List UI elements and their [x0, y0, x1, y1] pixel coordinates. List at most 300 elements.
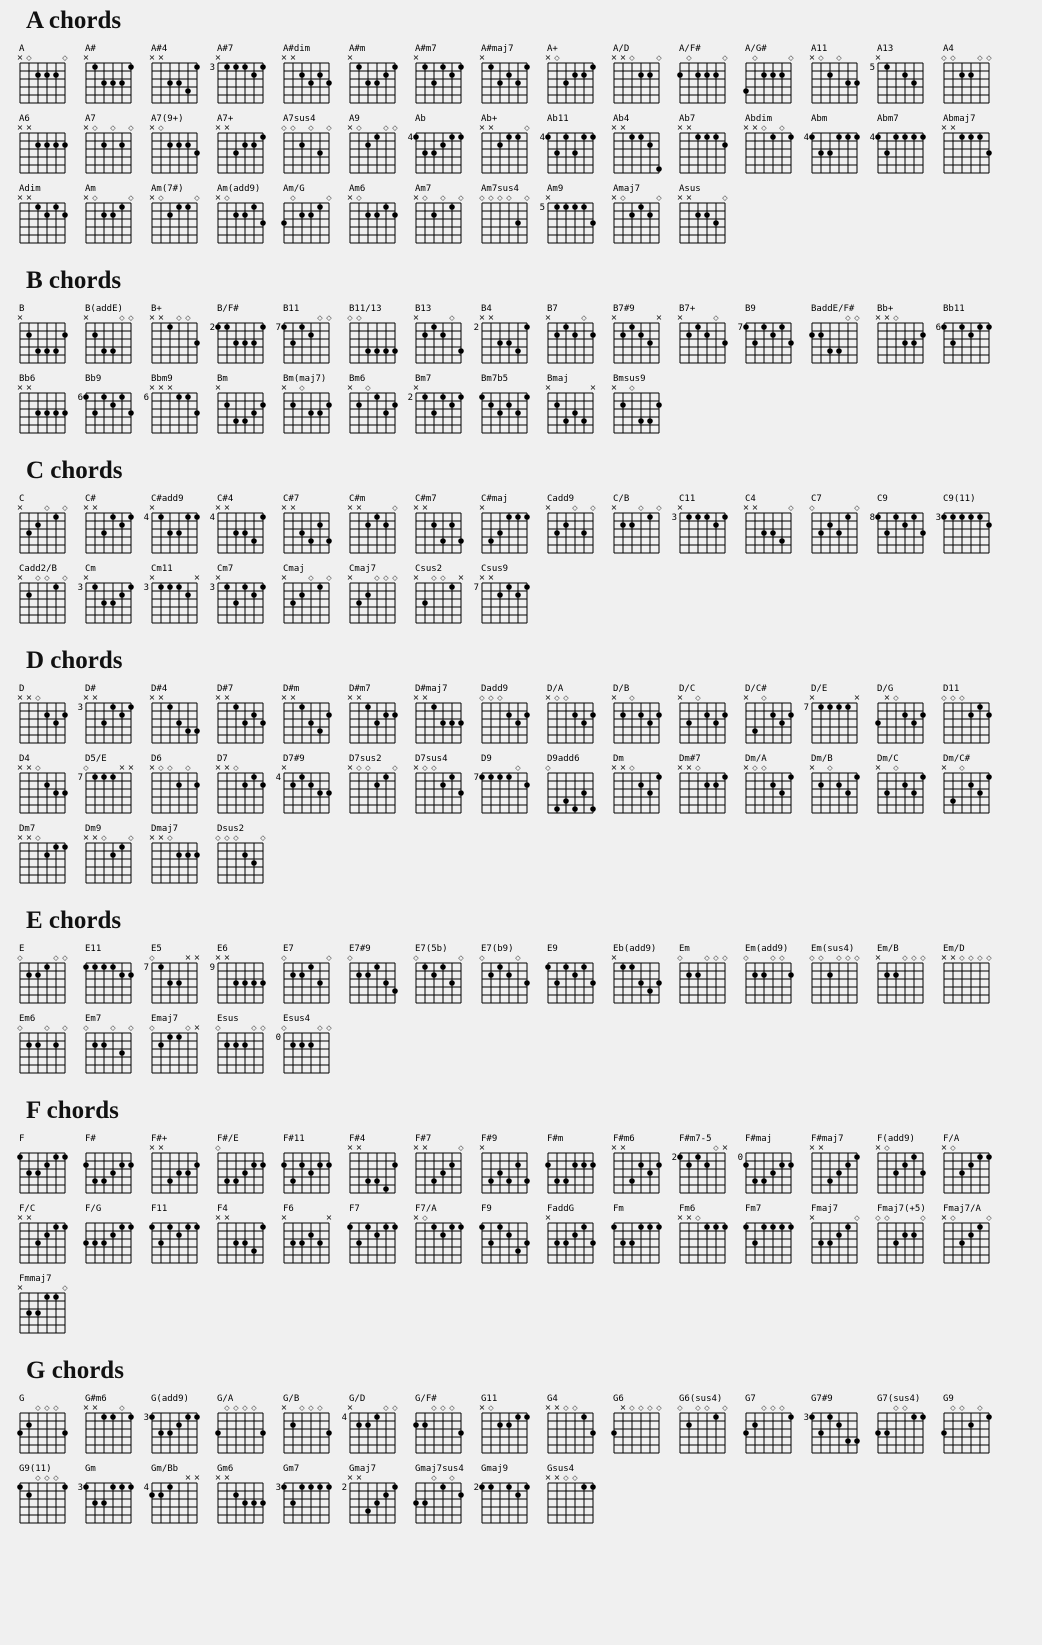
finger-dot: [911, 1154, 917, 1160]
fret-position-label: 7: [737, 323, 743, 333]
finger-dot: [185, 852, 191, 858]
finger-dot: [44, 1162, 50, 1168]
muted-string-icon: ×: [289, 503, 297, 512]
chord-name: F/C: [19, 1204, 36, 1214]
fret-position-label: 2: [341, 1483, 347, 1493]
muted-string-icon: ×: [25, 833, 33, 842]
chord-grid: [734, 682, 800, 748]
finger-dot: [374, 720, 380, 726]
open-string-icon: ◇: [44, 1404, 50, 1412]
finger-dot: [185, 514, 191, 520]
open-string-icon: ◇: [383, 124, 389, 132]
chord-diagram: [140, 112, 206, 178]
chord-diagram: [338, 1392, 404, 1458]
finger-dot: [44, 712, 50, 718]
chord-name: Csus9: [481, 564, 509, 574]
chord-name: G/D: [349, 1394, 366, 1404]
finger-dot: [119, 1162, 125, 1168]
finger-dot: [920, 332, 926, 338]
open-string-icon: ◇: [458, 1144, 464, 1152]
open-string-icon: ◇: [101, 834, 107, 842]
open-string-icon: ◇: [431, 1404, 437, 1412]
muted-string-icon: ×: [16, 193, 24, 202]
finger-dot: [431, 972, 437, 978]
chord-name: Csus2: [415, 564, 443, 574]
open-string-icon: ◇: [809, 504, 815, 512]
chord-grid: [74, 182, 140, 248]
muted-string-icon: ×: [184, 953, 192, 962]
finger-dot: [83, 964, 89, 970]
finger-dot: [194, 852, 200, 858]
finger-dot: [620, 402, 626, 408]
muted-string-icon: ×: [610, 693, 618, 702]
chord-name: F#/E: [217, 1134, 239, 1144]
finger-dot: [449, 584, 455, 590]
open-string-icon: ◇: [224, 194, 230, 202]
finger-dot: [638, 712, 644, 718]
muted-string-icon: ×: [346, 763, 354, 772]
finger-dot: [779, 324, 785, 330]
finger-dot: [44, 410, 50, 416]
fret-position-label: 4: [275, 773, 281, 783]
chord-name: Gmaj7sus4: [415, 1464, 464, 1474]
chord-diagram: [470, 182, 536, 248]
finger-dot: [167, 1484, 173, 1490]
finger-dot: [224, 402, 230, 408]
muted-string-icon: ×: [25, 383, 33, 392]
finger-dot: [281, 1484, 287, 1490]
chord-grid: [206, 1012, 272, 1078]
open-string-icon: ◇: [638, 1404, 644, 1412]
finger-dot: [176, 142, 182, 148]
finger-dot: [761, 1224, 767, 1230]
finger-dot: [977, 134, 983, 140]
finger-dot: [686, 332, 692, 338]
finger-dot: [365, 142, 371, 148]
open-string-icon: ◇: [92, 124, 98, 132]
open-string-icon: ◇: [479, 694, 485, 702]
finger-dot: [83, 394, 89, 400]
muted-string-icon: ×: [721, 1143, 729, 1152]
finger-dot: [167, 1178, 173, 1184]
chord-diagram: [8, 42, 74, 108]
fret-position-label: 7: [77, 773, 83, 783]
chord-name: F#11: [283, 1134, 305, 1144]
chord-diagram: [668, 302, 734, 368]
finger-dot: [392, 1484, 398, 1490]
open-string-icon: ◇: [233, 764, 239, 772]
muted-string-icon: ×: [742, 123, 750, 132]
muted-string-icon: ×: [478, 53, 486, 62]
finger-dot: [611, 1430, 617, 1436]
finger-dot: [392, 212, 398, 218]
open-string-icon: ◇: [818, 954, 824, 962]
chord-diagram: [602, 42, 668, 108]
finger-dot: [101, 774, 107, 780]
chord-grid: [734, 942, 800, 1008]
finger-dot: [515, 1248, 521, 1254]
finger-dot: [44, 72, 50, 78]
open-string-icon: ◇: [62, 54, 68, 62]
finger-dot: [119, 1484, 125, 1490]
open-string-icon: ◇: [572, 504, 578, 512]
muted-string-icon: ×: [193, 1473, 201, 1482]
chord-diagram: [338, 372, 404, 438]
chord-name: A6: [19, 114, 30, 124]
finger-dot: [158, 1042, 164, 1048]
open-string-icon: ◇: [902, 1404, 908, 1412]
chord-grid: [206, 182, 272, 248]
chord-row: [8, 682, 1042, 748]
finger-dot: [902, 1162, 908, 1168]
finger-dot: [515, 410, 521, 416]
open-string-icon: ◇: [677, 1404, 683, 1412]
finger-dot: [488, 1484, 494, 1490]
muted-string-icon: ×: [619, 123, 627, 132]
open-string-icon: ◇: [233, 1404, 239, 1412]
finger-dot: [119, 1224, 125, 1230]
finger-dot: [515, 348, 521, 354]
finger-dot: [902, 134, 908, 140]
finger-dot: [647, 1224, 653, 1230]
finger-dot: [563, 964, 569, 970]
chord-grid: [8, 182, 74, 248]
chord-name: A: [19, 44, 25, 54]
chord-diagram: [404, 682, 470, 748]
open-string-icon: ◇: [356, 314, 362, 322]
finger-dot: [431, 704, 437, 710]
finger-dot: [53, 1224, 59, 1230]
finger-dot: [308, 538, 314, 544]
open-string-icon: ◇: [374, 574, 380, 582]
muted-string-icon: ×: [355, 1143, 363, 1152]
open-string-icon: ◇: [17, 1024, 23, 1032]
muted-string-icon: ×: [157, 693, 165, 702]
chord-grid: [74, 1462, 140, 1528]
muted-string-icon: ×: [817, 1143, 825, 1152]
chord-grid: [866, 682, 932, 748]
finger-dot: [281, 1162, 287, 1168]
muted-string-icon: ×: [610, 953, 618, 962]
open-string-icon: ◇: [431, 574, 437, 582]
finger-dot: [383, 410, 389, 416]
finger-dot: [704, 212, 710, 218]
chord-grid: [74, 42, 140, 108]
finger-dot: [167, 142, 173, 148]
chord-diagram: [140, 1012, 206, 1078]
chord-name: G/B: [283, 1394, 300, 1404]
fret-position-label: 4: [407, 133, 413, 143]
chord-name: D9add6: [547, 754, 580, 764]
finger-dot: [392, 402, 398, 408]
open-string-icon: ◇: [326, 954, 332, 962]
muted-string-icon: ×: [148, 503, 156, 512]
finger-dot: [695, 72, 701, 78]
open-string-icon: ◇: [251, 1404, 257, 1412]
chord-name: Adim: [19, 184, 41, 194]
finger-dot: [299, 972, 305, 978]
finger-dot: [224, 584, 230, 590]
muted-string-icon: ×: [610, 763, 618, 772]
finger-dot: [875, 1430, 881, 1436]
finger-dot: [941, 1430, 947, 1436]
finger-dot: [902, 72, 908, 78]
finger-dot: [458, 348, 464, 354]
chord-grid: [8, 1132, 74, 1198]
open-string-icon: ◇: [260, 1024, 266, 1032]
finger-dot: [713, 1414, 719, 1420]
chord-diagram: [338, 112, 404, 178]
finger-dot: [836, 782, 842, 788]
finger-dot: [488, 402, 494, 408]
muted-string-icon: ×: [412, 693, 420, 702]
finger-dot: [818, 530, 824, 536]
open-string-icon: ◇: [629, 694, 635, 702]
finger-dot: [44, 1294, 50, 1300]
chord-diagram: [470, 492, 536, 558]
muted-string-icon: ×: [25, 763, 33, 772]
finger-dot: [44, 348, 50, 354]
chord-name: F#m7-5: [679, 1134, 712, 1144]
chord-name: B7: [547, 304, 558, 314]
chord-diagram: [272, 42, 338, 108]
finger-dot: [176, 1232, 182, 1238]
chord-diagram: [602, 1132, 668, 1198]
open-string-icon: ◇: [185, 1024, 191, 1032]
finger-dot: [788, 1224, 794, 1230]
finger-dot: [392, 348, 398, 354]
chord-name: E7#9: [349, 944, 371, 954]
muted-string-icon: ×: [118, 763, 126, 772]
chord-grid: [734, 112, 800, 178]
chord-name: C#: [85, 494, 96, 504]
open-string-icon: ◇: [224, 834, 230, 842]
finger-dot: [554, 1178, 560, 1184]
chord-diagram: [338, 562, 404, 628]
finger-dot: [893, 1170, 899, 1176]
finger-dot: [788, 340, 794, 346]
muted-string-icon: ×: [589, 383, 597, 392]
finger-dot: [110, 514, 116, 520]
chord-grid: [140, 1202, 206, 1268]
finger-dot: [449, 204, 455, 210]
chord-name: F11: [151, 1204, 168, 1214]
chord-diagram: [8, 752, 74, 818]
muted-string-icon: ×: [478, 313, 486, 322]
chord-diagram: [536, 492, 602, 558]
chord-diagram: [668, 682, 734, 748]
finger-dot: [233, 418, 239, 424]
finger-dot: [695, 1154, 701, 1160]
finger-dot: [176, 1034, 182, 1040]
chord-diagram: [866, 492, 932, 558]
open-string-icon: ◇: [554, 694, 560, 702]
finger-dot: [581, 72, 587, 78]
finger-dot: [884, 64, 890, 70]
finger-dot: [128, 410, 134, 416]
muted-string-icon: ×: [157, 833, 165, 842]
finger-dot: [35, 72, 41, 78]
finger-dot: [53, 720, 59, 726]
finger-dot: [743, 1162, 749, 1168]
finger-dot: [290, 1500, 296, 1506]
muted-string-icon: ×: [544, 193, 552, 202]
finger-dot: [638, 332, 644, 338]
finger-dot: [185, 592, 191, 598]
muted-string-icon: ×: [346, 1473, 354, 1482]
finger-dot: [713, 134, 719, 140]
chord-name: F#7: [415, 1134, 432, 1144]
fret-position-label: 4: [143, 1483, 149, 1493]
chord-diagram: [206, 752, 272, 818]
chord-grid: [536, 302, 602, 368]
finger-dot: [743, 1224, 749, 1230]
finger-dot: [911, 80, 917, 86]
chord-name: Cmaj7: [349, 564, 377, 574]
open-string-icon: ◇: [128, 834, 134, 842]
chord-name: D#7: [217, 684, 234, 694]
finger-dot: [941, 514, 947, 520]
chord-row: [8, 752, 1042, 818]
finger-dot: [524, 1178, 530, 1184]
muted-string-icon: ×: [940, 1213, 948, 1222]
finger-dot: [479, 1484, 485, 1490]
chord-grid: [800, 942, 866, 1008]
open-string-icon: ◇: [308, 1404, 314, 1412]
chord-grid: [602, 492, 668, 558]
finger-dot: [176, 980, 182, 986]
finger-dot: [185, 728, 191, 734]
finger-dot: [356, 64, 362, 70]
finger-dot: [167, 530, 173, 536]
chord-name: Am(7#): [151, 184, 184, 194]
chord-grid: [866, 492, 932, 558]
chord-grid: [800, 492, 866, 558]
chord-name: D/A: [547, 684, 564, 694]
finger-dot: [968, 134, 974, 140]
chord-diagram: [800, 1202, 866, 1268]
muted-string-icon: ×: [346, 53, 354, 62]
chord-name: C7: [811, 494, 822, 504]
finger-dot: [827, 972, 833, 978]
chord-grid: [866, 942, 932, 1008]
finger-dot: [920, 1414, 926, 1420]
chord-name: Emaj7: [151, 1014, 179, 1024]
finger-dot: [647, 340, 653, 346]
finger-dot: [260, 402, 266, 408]
finger-dot: [704, 72, 710, 78]
chord-name: Bm6: [349, 374, 366, 384]
open-string-icon: ◇: [959, 694, 965, 702]
finger-dot: [713, 720, 719, 726]
finger-dot: [590, 1484, 596, 1490]
chord-grid: [140, 302, 206, 368]
finger-dot: [713, 782, 719, 788]
finger-dot: [440, 142, 446, 148]
fret-position-label: 4: [869, 133, 875, 143]
finger-dot: [194, 1224, 200, 1230]
chord-diagram: [338, 942, 404, 1008]
finger-dot: [647, 988, 653, 994]
finger-dot: [686, 1422, 692, 1428]
open-string-icon: ◇: [431, 1474, 437, 1482]
open-string-icon: ◇: [62, 574, 68, 582]
chord-name: Gsus4: [547, 1464, 575, 1474]
finger-dot: [62, 790, 68, 796]
chord-name: D11: [943, 684, 960, 694]
chord-name: F#9: [481, 1134, 498, 1144]
muted-string-icon: ×: [289, 693, 297, 702]
chord-grid: [536, 1462, 602, 1528]
chord-grid: [800, 1132, 866, 1198]
open-string-icon: ◇: [383, 574, 389, 582]
open-string-icon: ◇: [722, 194, 728, 202]
chord-diagram: [932, 42, 998, 108]
chord-grid: [272, 682, 338, 748]
chord-name: Em/B: [877, 944, 899, 954]
finger-dot: [620, 522, 626, 528]
chord-name: F7: [349, 1204, 360, 1214]
finger-dot: [629, 324, 635, 330]
finger-dot: [242, 980, 248, 986]
finger-dot: [761, 324, 767, 330]
finger-dot: [260, 134, 266, 140]
open-string-icon: ◇: [761, 1404, 767, 1412]
muted-string-icon: ×: [412, 573, 420, 582]
chord-grid: [8, 1012, 74, 1078]
chord-name: D/C#: [745, 684, 767, 694]
finger-dot: [290, 402, 296, 408]
muted-string-icon: ×: [874, 313, 882, 322]
finger-dot: [458, 1430, 464, 1436]
chord-diagram: [74, 112, 140, 178]
finger-dot: [392, 988, 398, 994]
finger-dot: [440, 1170, 446, 1176]
finger-dot: [827, 522, 833, 528]
chord-diagram: [866, 1202, 932, 1268]
finger-dot: [941, 324, 947, 330]
finger-dot: [53, 584, 59, 590]
chord-diagram: [272, 302, 338, 368]
fret-position-label: 7: [143, 963, 149, 973]
muted-string-icon: ×: [421, 503, 429, 512]
chord-grid: [8, 1272, 74, 1338]
open-string-icon: ◇: [629, 764, 635, 772]
finger-dot: [515, 1414, 521, 1420]
finger-dot: [242, 340, 248, 346]
chord-name: Dm/B: [811, 754, 833, 764]
finger-dot: [854, 774, 860, 780]
finger-dot: [968, 782, 974, 788]
finger-dot: [713, 72, 719, 78]
finger-dot: [779, 790, 785, 796]
chord-name: Esus4: [283, 1014, 311, 1024]
finger-dot: [590, 64, 596, 70]
finger-dot: [233, 530, 239, 536]
muted-string-icon: ×: [478, 503, 486, 512]
chord-diagram: [206, 942, 272, 1008]
chord-name: Cm7: [217, 564, 234, 574]
chord-row: [8, 1272, 1042, 1338]
chord-diagram: [8, 302, 74, 368]
finger-dot: [185, 142, 191, 148]
muted-string-icon: ×: [421, 1143, 429, 1152]
finger-dot: [53, 410, 59, 416]
open-string-icon: ◇: [128, 124, 134, 132]
chord-grid: [404, 492, 470, 558]
chord-diagram: [74, 1132, 140, 1198]
muted-string-icon: ×: [280, 693, 288, 702]
